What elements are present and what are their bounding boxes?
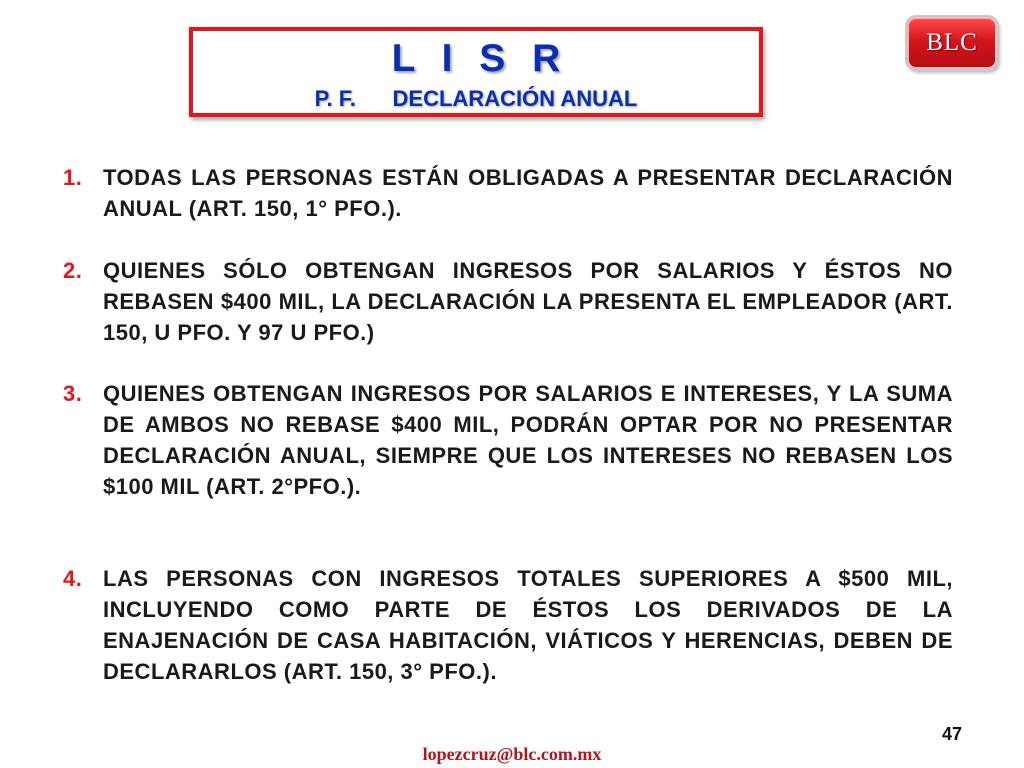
blc-logo [907, 17, 997, 69]
list-item-number: 1. [63, 165, 83, 190]
list-item [63, 255, 953, 348]
list-item-text: LAS PERSONAS CON INGRESOS TOTALES SUPERIORES A $500 MIL, INCLUYENDO COMO PARTE DE ÉSTOS LOS DERIVADOS DE LA ENAJENACIÓN DE CASA HABITACIÓN, VIÁTICOS Y HERENCIAS, DEBEN DE DECLARARLOS (ART. 150, 3° PFO.). [103, 566, 953, 684]
list-item-number: 3. [63, 381, 83, 406]
list-item-text: QUIENES OBTENGAN INGRESOS POR SALARIOS E INTERESES, Y LA SUMA DE AMBOS NO REBASE $400 MIL, PODRÁN OPTAR POR NO PRESENTAR DECLARACIÓN ANUAL, SIEMPRE QUE LOS INTERESES NO REBASEN LOS $100 MIL (ART. 2°PFO.). [103, 381, 953, 499]
page-number: 47 [941, 724, 962, 744]
list-item [63, 378, 953, 502]
title-box [189, 27, 763, 117]
list-item [63, 162, 953, 224]
list-item-number: 2. [63, 258, 83, 283]
list-item-number: 4. [63, 566, 83, 591]
slide-title: L I S R [391, 37, 569, 80]
footer-email: lopezcruz@blc.com.mx [422, 744, 602, 764]
list-item-text: TODAS LAS PERSONAS ESTÁN OBLIGADAS A PRESENTAR DECLARACIÓN ANUAL (ART. 150, 1° PFO.). [103, 165, 953, 221]
logo-text: BLC [926, 29, 978, 56]
list-item [63, 563, 953, 687]
list-item-text: QUIENES SÓLO OBTENGAN INGRESOS POR SALARIOS Y ÉSTOS NO REBASEN $400 MIL, LA DECLARACIÓN LA PRESENTA EL EMPLEADOR (ART. 150, U PFO. Y 97 U PFO.) [103, 258, 953, 345]
slide-subtitle: P. F. DECLARACIÓN ANUAL [314, 86, 638, 111]
